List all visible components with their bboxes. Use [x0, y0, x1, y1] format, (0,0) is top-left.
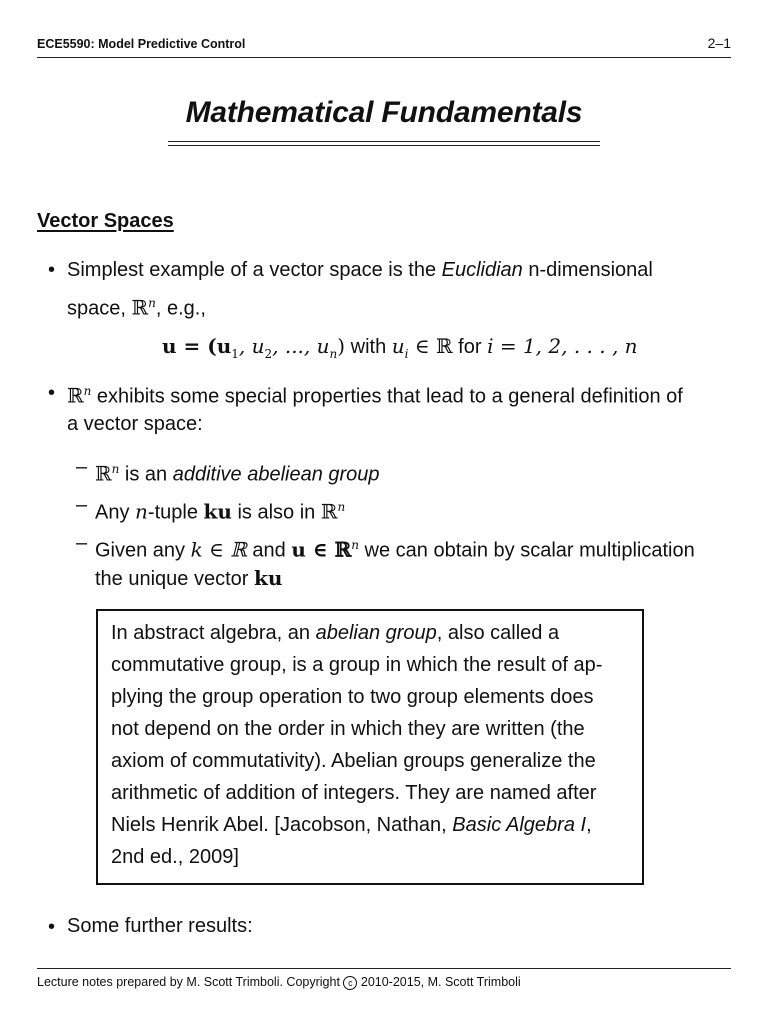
sub-item-2: Any n-tuple ku is also in ℝ$^n$ — [95, 499, 346, 524]
section-heading: Vector Spaces — [37, 210, 174, 232]
title-block — [168, 96, 600, 130]
box-line-3: plying the group operation to two group elements does — [111, 686, 594, 708]
dash-marker: – — [76, 494, 88, 516]
sub-item-3-line1: Given any k ∈ ℝ and u ∈ ℝ$^n$ we can obtain by scalar multiplication — [95, 537, 695, 562]
course-title: ECE5590: Model Predictive Control — [37, 37, 246, 51]
sub-item-1: ℝ$^n$ is an additive abeliean group — [95, 461, 380, 486]
abelian-group-definition-box — [96, 609, 644, 885]
footer — [37, 968, 731, 989]
dash-marker: – — [76, 456, 88, 478]
box-line-7: Niels Henrik Abel. [Jacobson, Nathan, Basic Algebra I, — [111, 814, 592, 836]
box-line-8: 2nd ed., 2009] — [111, 846, 239, 868]
box-line-1: In abstract algebra, an abelian group, also called a — [111, 622, 560, 644]
box-line-2: commutative group, is a group in which the result of ap- — [111, 654, 603, 676]
dash-marker: – — [76, 532, 88, 554]
bullet1-line2: space, ℝ$^n$, e.g., — [67, 295, 206, 320]
sub-item-3-line2: the unique vector ku — [95, 566, 283, 590]
bullet-marker: • — [48, 259, 56, 281]
page-number: 2–1 — [707, 35, 731, 51]
running-header — [37, 37, 731, 58]
page-title: Mathematical Fundamentals — [185, 96, 583, 129]
bullet-marker: • — [48, 916, 56, 938]
footer-text: Lecture notes prepared by M. Scott Trimboli. Copyright c 2010-2015, M. Scott Trimboli — [37, 975, 521, 989]
bullet2-line1: ℝ$^n$ exhibits some special properties that lead to a general definition of — [67, 383, 683, 408]
box-line-6: arithmetic of addition of integers. They are named after — [111, 782, 597, 804]
bullet1-line1: Simplest example of a vector space is the Euclidian n-dimensional — [67, 259, 653, 281]
copyright-icon: c — [343, 976, 357, 990]
title-rule-top — [168, 141, 600, 142]
title-rule-bottom — [168, 145, 600, 146]
bullet2-line2: a vector space: — [67, 413, 203, 435]
vector-equation: $u = (u_1$, $u_2$, ..., $u_n$) with $u_i$ ∈ ℝ for i = 1, 2, . . . , n — [162, 334, 638, 361]
box-line-5: axiom of commutativity). Abelian groups generalize the — [111, 750, 596, 772]
bullet-marker: • — [48, 382, 56, 404]
box-line-4: not depend on the order in which they are written (the — [111, 718, 585, 740]
bullet3-text: Some further results: — [67, 915, 253, 937]
